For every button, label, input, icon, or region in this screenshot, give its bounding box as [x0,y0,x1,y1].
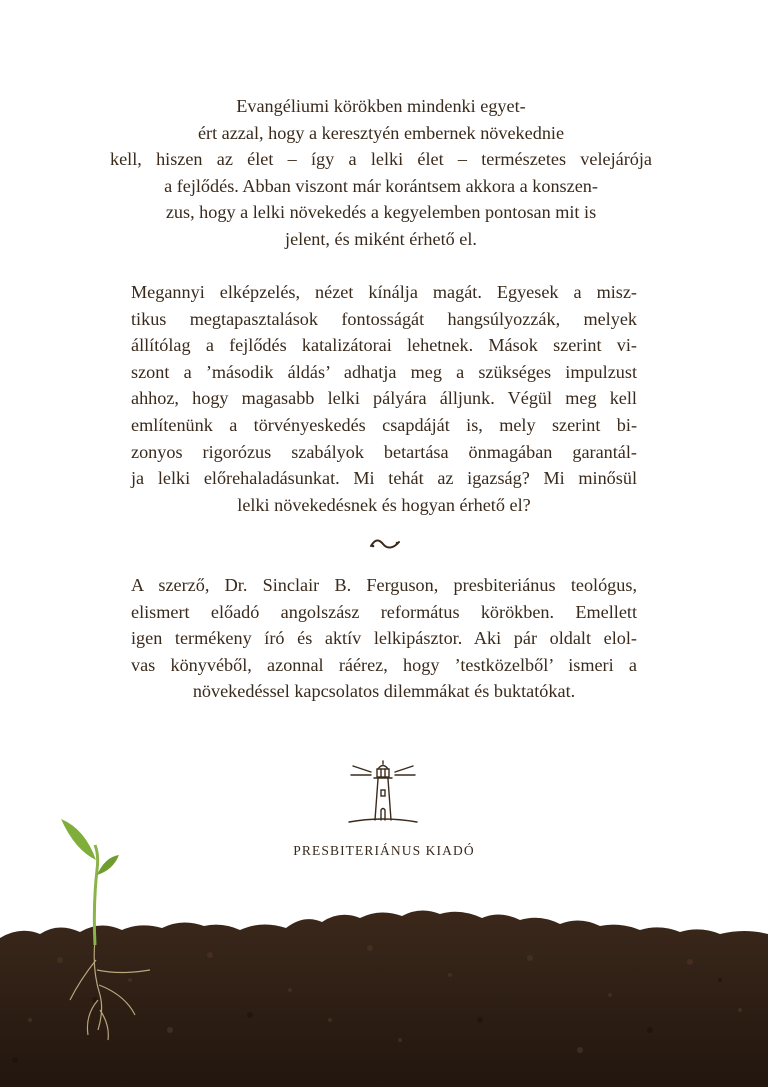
text-line: Megannyi elképzelés, nézet kínálja magát. Egyesek a misz- [131,282,637,302]
text-line: lelki növekedésnek és hogyan érhető el? [237,494,531,515]
publisher-name: PRESBITERIÁNUS KIADÓ [293,843,475,858]
views-paragraph [131,279,637,518]
text-line: szont a ’második áldás’ adhatja meg a szükséges impulzust [131,361,637,382]
author-paragraph [131,572,637,705]
text-line: zonyos rigorózus szabályok betartása önmagában garantál- [131,441,637,462]
text-line: igen termékeny író és aktív lelkipásztor. Aki pár oldalt elol- [131,628,637,649]
text-line: növekedéssel kapcsolatos dilemmákat és buktatókat. [192,681,576,702]
lighthouse-logo-icon [345,758,421,830]
sprout-illustration [55,815,125,945]
text-line: tikus megtapasztalások fontosságát hangsúlyozzák, melyek [131,308,637,329]
text-line: ja lelki előrehaladásunkat. Mi tehát az igazság? Mi minősül [131,468,637,489]
text-line: a fejlődés. Abban viszont már korántsem akkora a konszen- [164,175,598,196]
text-line: kell, hiszen az élet – így a lelki élet – természetes velejárója [110,149,652,170]
text-line: jelent, és miként érhető el. [285,228,477,249]
text-line: zus, hogy a lelki növekedés a kegyelemben pontosan mit is [165,202,597,223]
tilde-ornament-icon [369,537,401,551]
text-line: említenünk a törvényeskedés csapdáját is, mely szerint bi- [131,414,637,435]
text-line: elismert előadó angolszász református körökben. Emellett [131,601,637,622]
text-line: vas könyvéből, azonnal ráérez, hogy ’testközelből’ ismeri a [131,654,637,675]
text-line: A szerző, Dr. Sinclair B. Ferguson, presbiteriánus teológus, [131,575,637,595]
text-line: Evangéliumi körökben mindenki egyet- [236,96,526,116]
text-line: ért azzal, hogy a keresztyén embernek növekednie [197,122,565,143]
text-line: ahhoz, hogy magasabb lelki pályára álljunk. Végül meg kell [131,388,637,409]
text-line: állítólag a fejlődés katalizátorai lehetnek. Mások szerint vi- [131,335,637,356]
intro-paragraph [110,93,652,253]
